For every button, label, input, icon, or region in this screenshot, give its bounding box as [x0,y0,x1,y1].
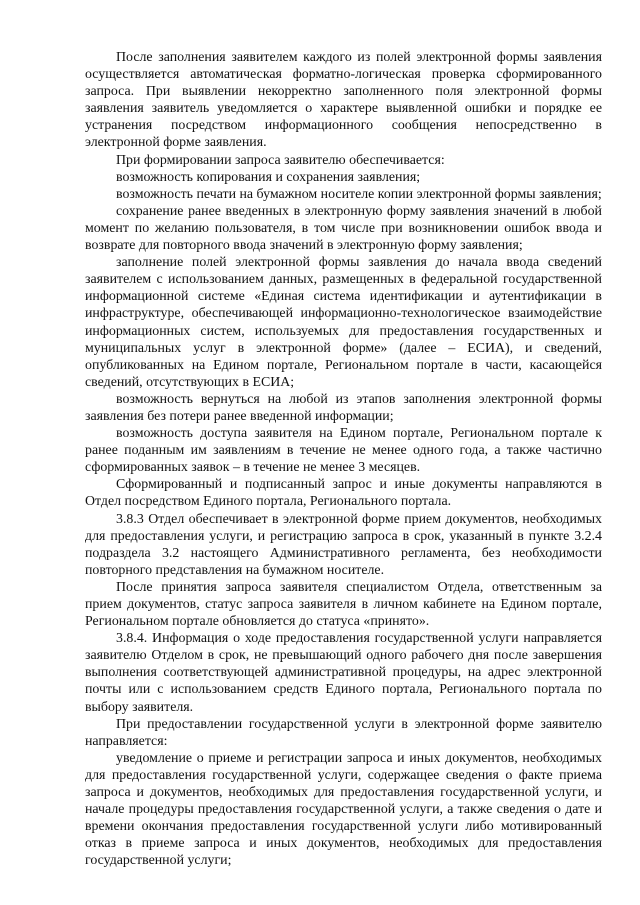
paragraph: возможность доступа заявителя на Едином портале, Региональном портале к ранее поданным им заявлениям в течение не менее одного года, а также частично сформированных заявок – в течение не менее 3 месяцев. [85,426,602,476]
paragraph: сохранение ранее введенных в электронную форму заявления значений в любой момент по желанию пользователя, в том числе при возникновении ошибок ввода и возврате для повторного ввода значений в электронную форму заявления; [85,203,602,254]
paragraph: уведомление о приеме и регистрации запроса и иных документов, необходимых для предоставления государственной услуги, содержащее сведения о факте приема запроса и документов, необходимых для предоставления государственной услуги, и начале процедуры предоставления государственной услуги, а также сведения о дате и времени окончания предоставления государственной услуги либо мотивированный отказ в приеме запроса и иных документов, необходимых для предоставления государственной услуги; [85,750,602,869]
paragraph: возможность вернуться на любой из этапов заполнения электронной формы заявления без потери ранее введенной информации; [85,391,602,424]
paragraph: возможность копирования и сохранения заявления; [116,169,421,185]
paragraph: 3.8.4. Информация о ходе предоставления государственной услуги направляется заявителю Отделом в срок, не превышающий одного рабочего дня после завершения выполнения соответствующей административной процедуры, на адрес электронной почты или с использованием средств Единого портала, Регионального портала по выбору заявителя. [85,631,602,715]
paragraph: При формировании запроса заявителю обеспечивается: [116,152,445,168]
paragraph: Сформированный и подписанный запрос и иные документы направляются в Отдел посредством Единого портала, Регионального портала. [85,477,602,510]
paragraph: При предоставлении государственной услуги в электронной форме заявителю направляется: [85,716,602,749]
paragraph: возможность печати на бумажном носителе копии электронной формы заявления; [116,186,602,202]
paragraph: После принятия запроса заявителя специалистом Отдела, ответственным за прием документов, статус запроса заявителя в личном кабинете на Едином портале, Региональном портале обновляется до статуса «принято». [85,579,602,630]
paragraph: После заполнения заявителем каждого из полей электронной формы заявления осуществляется автоматическая форматно-логическая проверка сформированного запроса. При выявлении некорректно заполненного поля электронной формы заявления заявитель уведомляется о характере выявленной ошибки и порядке ее устранения посредством информационного сообщения непосредственно в электронной форме заявления. [85,50,602,151]
paragraph: 3.8.3 Отдел обеспечивает в электронной форме прием документов, необходимых для предоставления услуги, и регистрацию запроса в срок, указанный в пункте 3.2.4 подраздела 3.2 настоящего Административного регламента, без необходимости повторного представления на бумажном носителе. [85,511,602,578]
paragraph: заполнение полей электронной формы заявления до начала ввода сведений заявителем с использованием данных, размещенных в федеральной государственной информационной системе «Единая система идентификации и аутентификации в инфраструктуре, обеспечивающей информационно-технологическое взаимодействие информационных систем, используемых для предоставления государственных и муниципальных услуг в электронной форме» (далее – ЕСИА), и сведений, опубликованных на Едином портале, Региональном портале в части, касающейся сведений, отсутствующих в ЕСИА; [85,255,602,390]
